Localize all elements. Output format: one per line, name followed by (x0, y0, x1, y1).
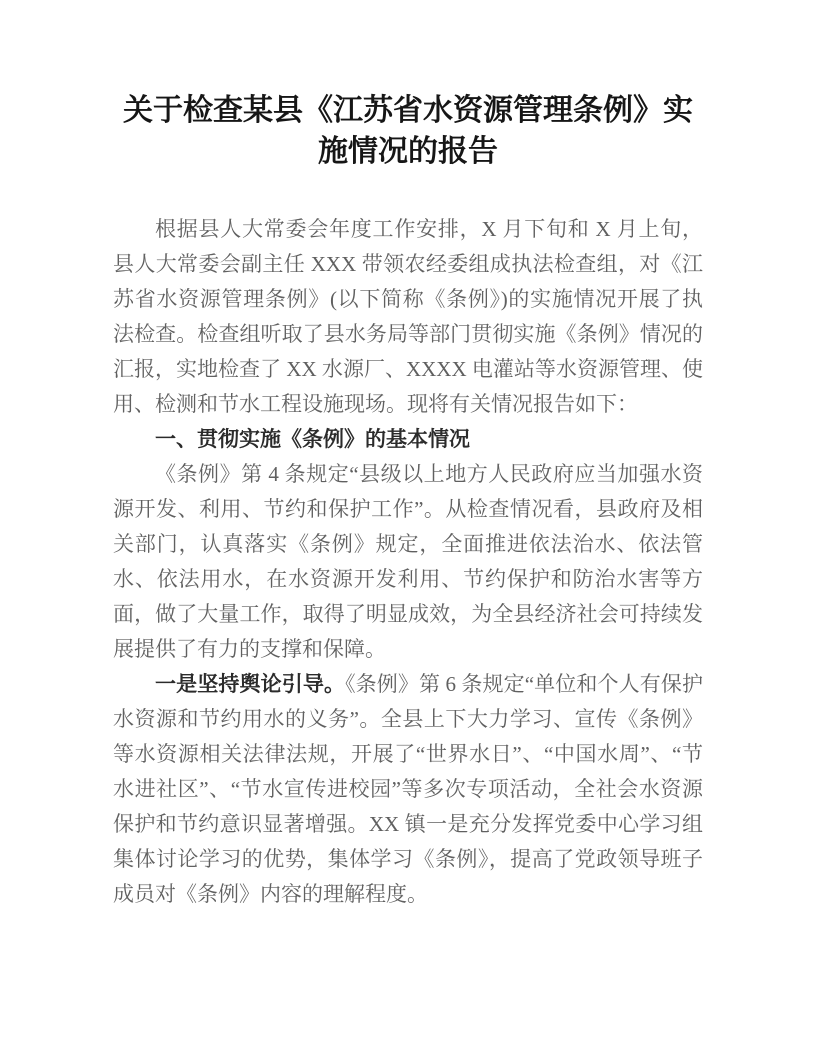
paragraph-point-one (113, 667, 703, 912)
paragraph-introduction: 根据县人大常委会年度工作安排，X 月下旬和 X 月上旬，县人大常委会副主任 XXX 带领农经委组成执法检查组，对《江苏省水资源管理条例》(以下简称《条例》)的实施情况开展了执法检查。检查组听取了县水务局等部门贯彻实施《条例》情况的汇报，实地检查了 XX 水源厂、XXXX 电灌站等水资源管理、使用、检测和节水工程设施现场。现将有关情况报告如下： (113, 217, 703, 416)
paragraph-point-one-text: 《条例》第 6 条规定“单位和个人有保护水资源和节约用水的义务”。全县上下大力学习、宣传《条例》等水资源相关法律法规，开展了“世界水日”、“中国水周”、“节水进社区”、“节水宣传进校园”等多次专项活动，全社会水资源保护和节约意识显著增强。XX 镇一是充分发挥党委中心学习组集体讨论学习的优势，集体学习《条例》，提高了党政领导班子成员对《条例》内容的理解程度。 (113, 672, 703, 906)
document-body (113, 212, 703, 912)
document-title: 关于检查某县《江苏省水资源管理条例》实施情况的报告 (123, 94, 693, 168)
paragraph-point-one-lead: 一是坚持舆论引导。 (155, 672, 346, 696)
paragraph-section-overview: 《条例》第 4 条规定“县级以上地方人民政府应当加强水资源开发、利用、节约和保护工作”。从检查情况看，县政府及相关部门，认真落实《条例》规定，全面推进依法治水、依法管水、依法用水，在水资源开发利用、节约保护和防治水害等方面，做了大量工作，取得了明显成效，为全县经济社会可持续发展提供了有力的支撑和保障。 (113, 462, 703, 661)
section-heading-basic-situation: 一、贯彻实施《条例》的基本情况 (155, 427, 470, 451)
